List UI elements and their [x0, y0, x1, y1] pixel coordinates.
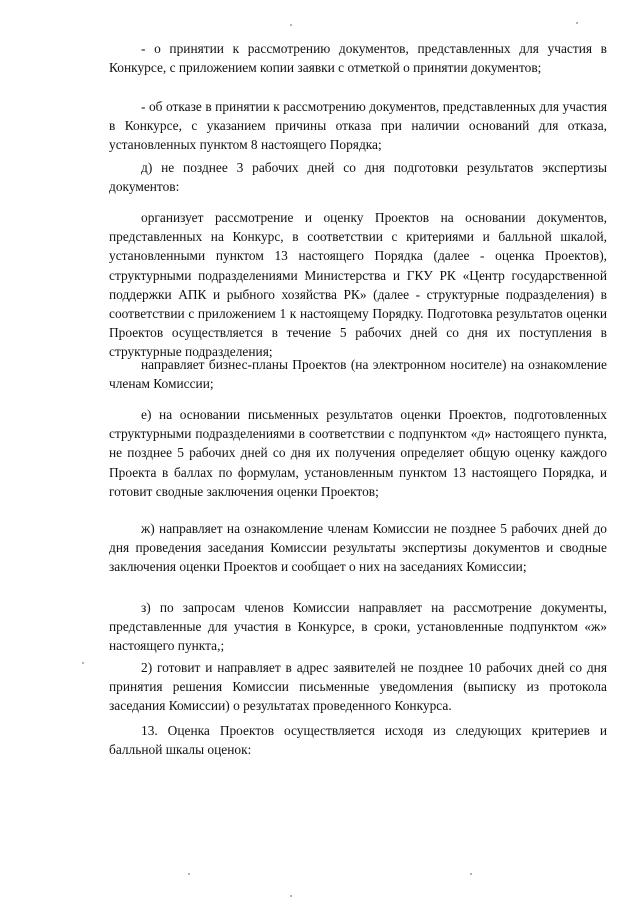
paragraph-subitem-z: з) по запросам членов Комиссии направляет на рассмотрение документы, представленные для участия в Конкурсе, в сроки, установленные подпунктом «ж» настоящего пункта,;	[109, 600, 607, 654]
scan-speck	[290, 24, 292, 26]
scan-speck	[82, 662, 84, 664]
paragraph-item-2: 2) готовит и направляет в адрес заявителей не позднее 10 рабочих дней со дня принятия решения Комиссии письменные уведомления (выписку из протокола заседания Комиссии) о результатах проведенного Конкурса.	[109, 660, 607, 714]
paragraph-accept-documents: - о принятии к рассмотрению документов, представленных для участия в Конкурсе, с приложением копии заявки с отметкой о принятии документов;	[109, 41, 607, 76]
scan-speck	[290, 895, 292, 897]
paragraph-refuse-documents: - об отказе в принятии к рассмотрению документов, представленных для участия в Конкурсе, с указанием причины отказа при наличии оснований для отказа, установленных пунктом 8 настоящего Порядка;	[109, 99, 607, 153]
paragraph-subitem-e: е) на основании письменных результатов оценки Проектов, подготовленных структурными подразделениями в соответствии с подпунктом «д» настоящего пункта, не позднее 5 рабочих дней со дня их получения определяет общую оценку каждого Проекта в баллах по формулам, установленным пунктом 13 настоящего Порядка, и готовит сводные заключения оценки Проектов;	[109, 407, 607, 499]
paragraph-send-business-plans: направляет бизнес-планы Проектов (на электронном носителе) на ознакомление членам Комиссии;	[109, 357, 607, 392]
paragraph-organize-evaluation: организует рассмотрение и оценку Проектов на основании документов, представленных на Конкурс, в соответствии с критериями и балльной шкалой, установленными пунктом 13 настоящего Порядка (далее - оценка Проектов), структурными подразделениями Министерства и ГКУ РК «Центр государственной поддержки АПК и рыбного хозяйства РК» (далее - структурные подразделения) в соответствии с приложением 1 к настоящему Порядку. Подготовка результатов оценки Проектов осуществляется в течение 5 рабочих дней со дня их поступления в структурные подразделения;	[109, 210, 607, 360]
scan-speck	[188, 873, 190, 875]
scan-speck	[576, 22, 578, 24]
scan-speck	[470, 873, 472, 875]
paragraph-subitem-d: д) не позднее 3 рабочих дней со дня подготовки результатов экспертизы документов:	[109, 160, 607, 195]
paragraph-subitem-zh: ж) направляет на ознакомление членам Комиссии не позднее 5 рабочих дней до дня проведения заседания Комиссии результаты экспертизы документов и сводные заключения оценки Проектов и сообщает о них на заседаниях Комиссии;	[109, 521, 607, 575]
paragraph-item-13: 13. Оценка Проектов осуществляется исходя из следующих критериев и балльной шкалы оценок:	[109, 723, 607, 758]
